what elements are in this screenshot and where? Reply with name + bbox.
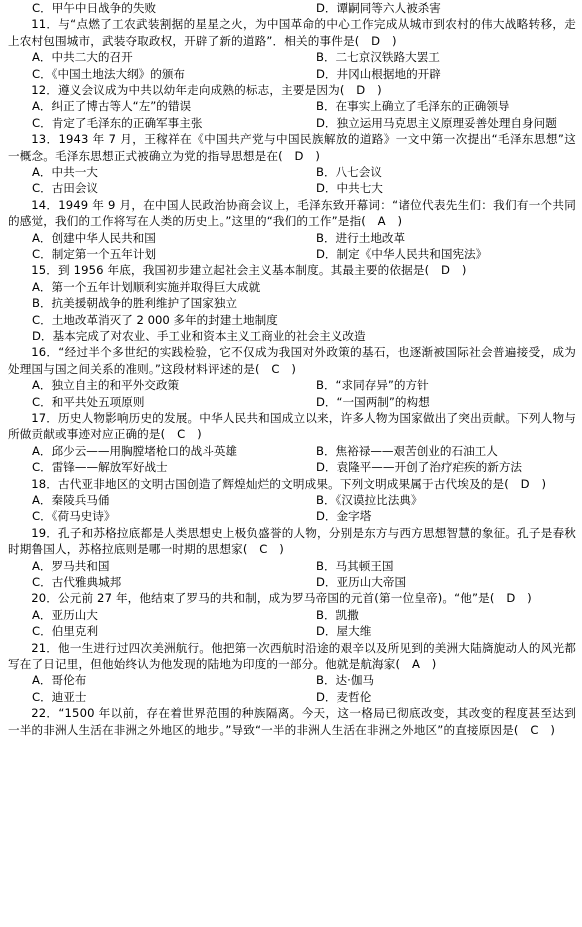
- option-a: A．纠正了博古等人“左”的错误: [32, 99, 192, 114]
- option-a: A．中共二大的召开: [32, 50, 133, 65]
- question-stem: 12．遵义会议成为中共以幼年走向成熟的标志，主要是因为( D ): [31, 82, 382, 97]
- option-a: A．创建中华人民共和国: [32, 230, 156, 245]
- option-b: B．达·伽马: [316, 673, 375, 688]
- option-b: B．八七会议: [316, 165, 382, 179]
- question-stem: 20．公元前 27 年，他结束了罗马的共和制，成为罗马帝国的元首(第一位皇帝)。“他”是( D ): [31, 591, 532, 606]
- option-b: B．凯撒: [316, 607, 359, 622]
- question-15: [8, 262, 576, 344]
- question-18: [8, 476, 576, 525]
- question-14: [8, 197, 576, 263]
- option-b: B．抗美援朝战争的胜利维护了国家独立: [32, 296, 238, 311]
- option-d: D．亚历山大帝国: [316, 574, 407, 589]
- option-a: A．亚历山大: [32, 607, 98, 622]
- question-stem: 14．1949 年 9 月，在中国人民政治协商会议上，毛泽东致开幕词：“诸位代表先生们：我们有一个共同的感觉，我们的工作将写在人类的历史上。”这里的“我们的工作”是指( A ): [8, 197, 576, 229]
- option-c: C．土地改革消灭了 2 000 多年的封建土地制度: [32, 312, 278, 327]
- option-c: C．和平共处五项原则: [32, 394, 145, 409]
- option-a: A．独立自主的和平外交政策: [32, 378, 180, 393]
- option-b: B．《汉谟拉比法典》: [316, 492, 423, 507]
- option-a: A．罗马共和国: [32, 558, 110, 573]
- question-21: [8, 640, 576, 706]
- question-stem: 16．“经过半个多世纪的实践检验，它不仅成为我国对外政策的基石，也逐渐被国际社会普遍接受，成为处理国与国之间关系的准则。”这段材料评述的是( C ): [8, 345, 576, 376]
- option-d: D．中共七大: [316, 181, 383, 196]
- question-13: [8, 131, 576, 197]
- option-c: C．《荷马史诗》: [32, 509, 116, 524]
- option-d: D．袁隆平——开创了治疗疟疾的新方法: [316, 460, 523, 475]
- question-11: [8, 16, 576, 82]
- option-b: B．“求同存异”的方针: [316, 378, 429, 393]
- option-b: B．焦裕禄——艰苦创业的石油工人: [316, 443, 498, 458]
- option-c: C．雷锋——解放军好战士: [32, 460, 168, 475]
- option-c: C．肯定了毛泽东的正确军事主张: [32, 115, 203, 130]
- question-stem: 15．到 1956 年底，我国初步建立起社会主义基本制度。其最主要的依据是( D ): [31, 263, 467, 278]
- option-c: C．迪亚士: [32, 689, 87, 704]
- option-d: D．屋大维: [316, 624, 372, 639]
- option-b: B．二七京汉铁路大罢工: [316, 50, 440, 65]
- question-stem: 19．孔子和苏格拉底都是人类思想史上极负盛誉的人物，分别是东方与西方思想智慧的象征。孔子是春秋时期鲁国人，苏格拉底则是哪一时期的思想家( C ): [8, 525, 576, 557]
- option-c: C．古代雅典城邦: [32, 574, 122, 589]
- option-a: A．哥伦布: [32, 673, 87, 688]
- option-c: C．伯里克利: [32, 624, 99, 639]
- option-d: D．独立运用马克思主义原理妥善处理自身问题: [316, 115, 557, 130]
- question-12: [8, 82, 576, 131]
- q10-options: [8, 0, 576, 16]
- option-c: C．制定第一个五年计划: [32, 246, 157, 261]
- question-17: [8, 410, 576, 476]
- option-d: D．“一国两制”的构想: [316, 394, 430, 409]
- option-a: A．秦陵兵马俑: [32, 492, 110, 507]
- option-a: A．第一个五年计划顺利实施并取得巨大成就: [32, 279, 261, 294]
- option-b: B．进行土地改革: [316, 230, 406, 245]
- question-20: [8, 590, 576, 639]
- option-d: D．制定《中华人民共和国宪法》: [316, 246, 488, 261]
- question-stem: 18．古代亚非地区的文明古国创造了辉煌灿烂的文明成果。下列文明成果属于古代埃及的是( D ): [31, 476, 547, 491]
- option-c: C．古田会议: [32, 181, 99, 196]
- question-19: [8, 525, 576, 591]
- option-d: D．麦哲伦: [316, 689, 372, 704]
- question-stem: 21．他一生进行过四次美洲航行。他把第一次西航时沿途的艰辛以及所见到的美洲大陆旖旎动人的风光都写在了日记里，但他始终认为他发现的陆地为印度的一部分。他就是航海家( A ): [8, 640, 576, 671]
- option-b: B．马其顿王国: [316, 558, 394, 573]
- option-d: D．谭嗣同等六人被杀害: [316, 1, 441, 15]
- question-22: [8, 705, 576, 738]
- option-a: A．邱少云——用胸膛堵枪口的战斗英雄: [32, 443, 238, 458]
- option-c: C．《中国土地法大纲》的颁布: [32, 66, 186, 81]
- option-d: D．基本完成了对农业、手工业和资本主义工商业的社会主义改造: [32, 328, 366, 343]
- option-a: A．中共一大: [32, 165, 98, 179]
- option-c: C．甲午中日战争的失败: [32, 1, 157, 15]
- question-stem: 13．1943 年 7 月，王稼祥在《中国共产党与中国民族解放的道路》一文中第一次提出“毛泽东思想”这一概念。毛泽东思想正式被确立为党的指导思想是在( D ): [8, 132, 576, 163]
- option-d: D．金字塔: [316, 509, 372, 524]
- question-16: [8, 344, 576, 410]
- option-d: D．井冈山根据地的开辟: [316, 66, 441, 81]
- question-stem: 17．历史人物影响历史的发展。中华人民共和国成立以来，许多人物为国家做出了突出贡献。下列人物与所做贡献或事迹对应正确的是( C ): [8, 410, 576, 442]
- question-stem: 11．与“点燃了工农武装割据的星星之火，为中国革命的中心工作完成从城市到农村的伟大战略转移，走上农村包围城市，武装夺取政权，开辟了新的道路”．相关的事件是( D ): [8, 17, 576, 48]
- question-stem: 22．“1500 年以前，存在着世界范围的种族隔离。今天，这一格局已彻底改变，其改变的程度甚至达到一半的非洲人生活在非洲之外地区的地步。”导致“一半的非洲人生活在非洲之外地区”的直接原因是( C ): [8, 706, 576, 737]
- option-b: B．在事实上确立了毛泽东的正确领导: [316, 99, 510, 114]
